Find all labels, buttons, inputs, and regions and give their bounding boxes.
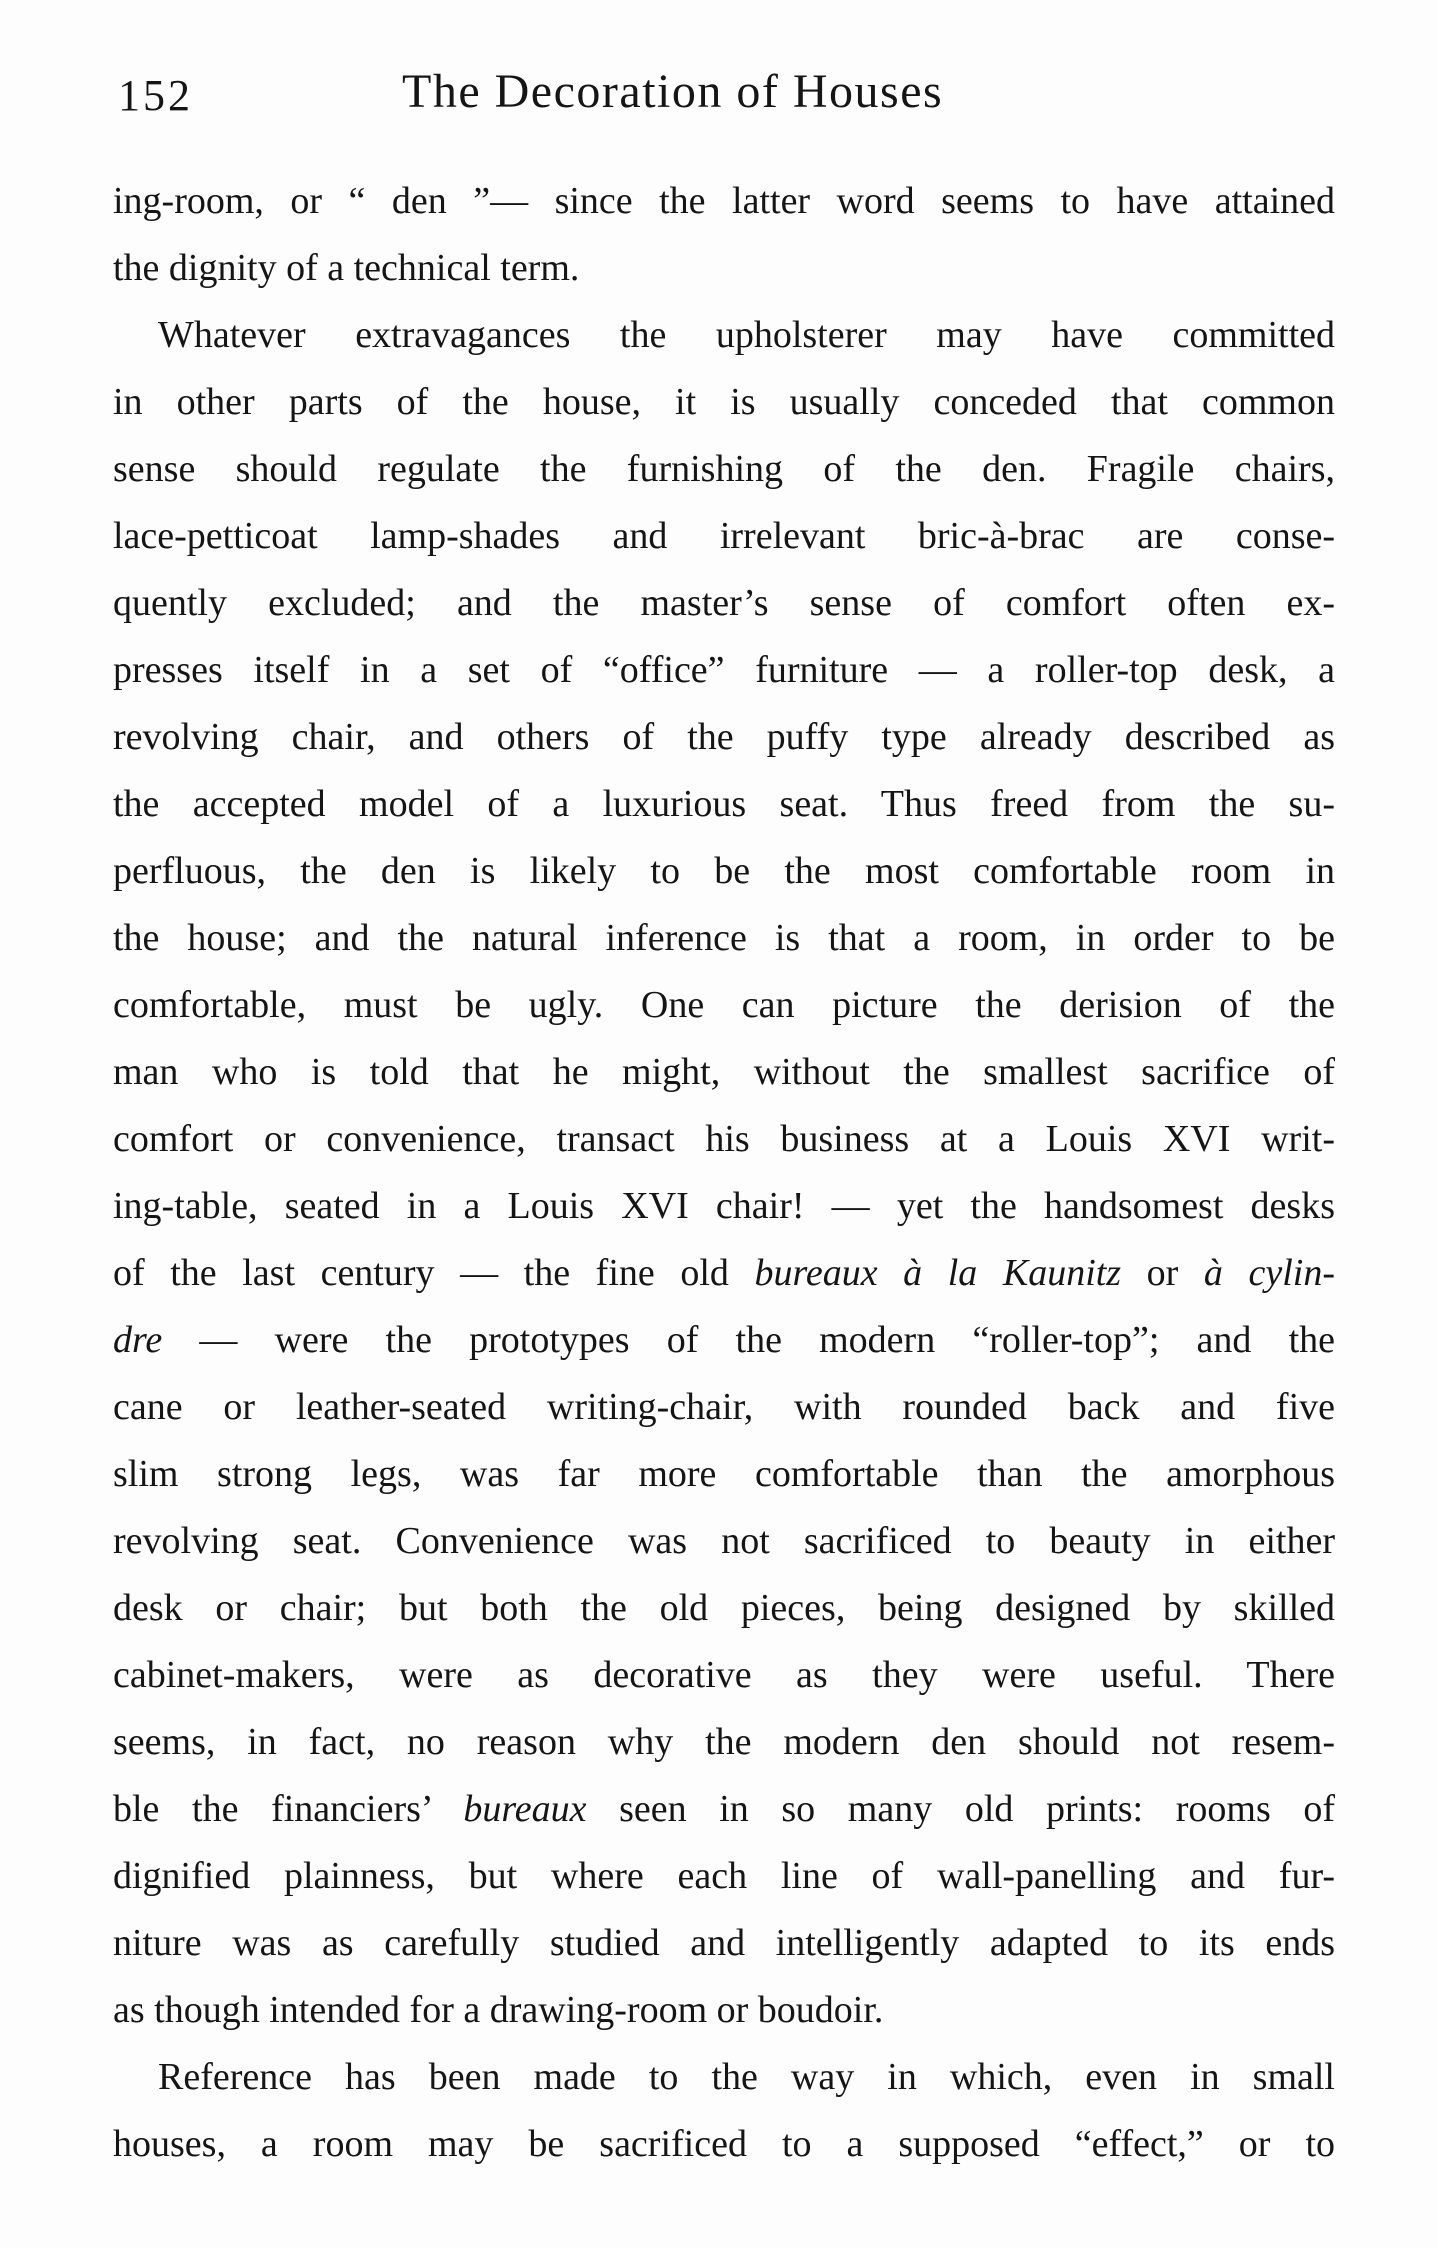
text-run: or [1121,1252,1204,1294]
text-line [113,570,1335,637]
text-run: cabinet-makers, were as decorative as they were useful. There [113,1654,1335,1696]
text-run: lace-petticoat lamp-shades and irrelevant bric-à-brac are conse- [113,515,1335,557]
text-line [113,235,1335,302]
text-run: seems, in fact, no reason why the modern den should not resem- [113,1721,1335,1763]
italic-phrase: à cylin- [1203,1252,1335,1294]
text-run: the house; and the natural inference is that a room, in order to be [113,917,1335,959]
text-run: sense should regulate the furnishing of the den. Fragile chairs, [113,448,1335,490]
text-line [113,503,1335,570]
page-header [112,60,1332,130]
text-run: the dignity of a technical term. [113,247,580,289]
text-line [113,2111,1335,2178]
text-line [113,1240,1335,1307]
text-line [113,1910,1335,1977]
text-run: ing-room, or “ den ”— since the latter word seems to have attained [113,180,1335,222]
text-run: of the last century — the fine old [113,1252,755,1294]
text-line [113,771,1335,838]
italic-phrase: bureaux à la Kaunitz [754,1252,1122,1294]
text-line [113,637,1335,704]
text-line [113,1307,1335,1374]
text-line [113,1977,1335,2044]
text-run: as though intended for a drawing-room or boudoir. [113,1989,884,2031]
italic-phrase: dre [113,1319,163,1361]
text-line [113,1374,1335,1441]
running-head-title: The Decoration of Houses [402,65,944,118]
text-run: Whatever extravagances the upholsterer may have committed [158,314,1335,356]
text-line [113,1843,1335,1910]
text-run: dignified plainness, but where each line of wall-panelling and fur- [113,1855,1335,1897]
text-run: Reference has been made to the way in which, even in small [158,2056,1335,2098]
text-run: ing-table, seated in a Louis XVI chair! — yet the handsomest desks [113,1185,1335,1227]
text-line [113,302,1335,369]
text-run: quently excluded; and the master’s sense of comfort often ex- [113,582,1335,624]
text-line [113,1508,1335,1575]
text-line [113,1776,1335,1843]
text-run: revolving chair, and others of the puffy type already described as [113,716,1335,758]
text-line [113,168,1335,235]
text-run: in other parts of the house, it is usually conceded that common [113,381,1335,423]
text-run: man who is told that he might, without the smallest sacrifice of [113,1051,1335,1093]
text-run: niture was as carefully studied and intelligently adapted to its ends [113,1922,1335,1964]
text-run: perfluous, the den is likely to be the most comfortable room in [113,850,1335,892]
text-line [113,1575,1335,1642]
text-run: presses itself in a set of “office” furniture — a roller-top desk, a [113,649,1335,691]
text-line [113,1709,1335,1776]
text-run: comfort or convenience, transact his business at a Louis XVI writ- [113,1118,1335,1160]
text-run: slim strong legs, was far more comfortable than the amorphous [113,1453,1335,1495]
text-line [113,972,1335,1039]
text-line [113,1642,1335,1709]
text-line [113,704,1335,771]
body-text [113,168,1335,2178]
italic-phrase: bureaux [463,1788,587,1830]
page-number: 152 [118,71,193,120]
text-run: desk or chair; but both the old pieces, being designed by skilled [113,1587,1335,1629]
text-run: the accepted model of a luxurious seat. Thus freed from the su- [113,783,1335,825]
text-line [113,2044,1335,2111]
text-line [113,1441,1335,1508]
text-run: — were the prototypes of the modern “roller-top”; and the [162,1319,1335,1361]
text-line [113,838,1335,905]
text-line [113,369,1335,436]
text-run: cane or leather-seated writing-chair, with rounded back and five [113,1386,1335,1428]
text-line [113,1173,1335,1240]
text-run: ble the financiers’ [113,1788,464,1830]
text-line [113,905,1335,972]
text-run: seen in so many old prints: rooms of [586,1788,1335,1830]
text-run: revolving seat. Convenience was not sacrificed to beauty in either [113,1520,1335,1562]
text-run: comfortable, must be ugly. One can picture the derision of the [113,984,1335,1026]
text-run: houses, a room may be sacrificed to a supposed “effect,” or to [113,2123,1335,2165]
text-line [113,436,1335,503]
text-line [113,1106,1335,1173]
text-line [113,1039,1335,1106]
